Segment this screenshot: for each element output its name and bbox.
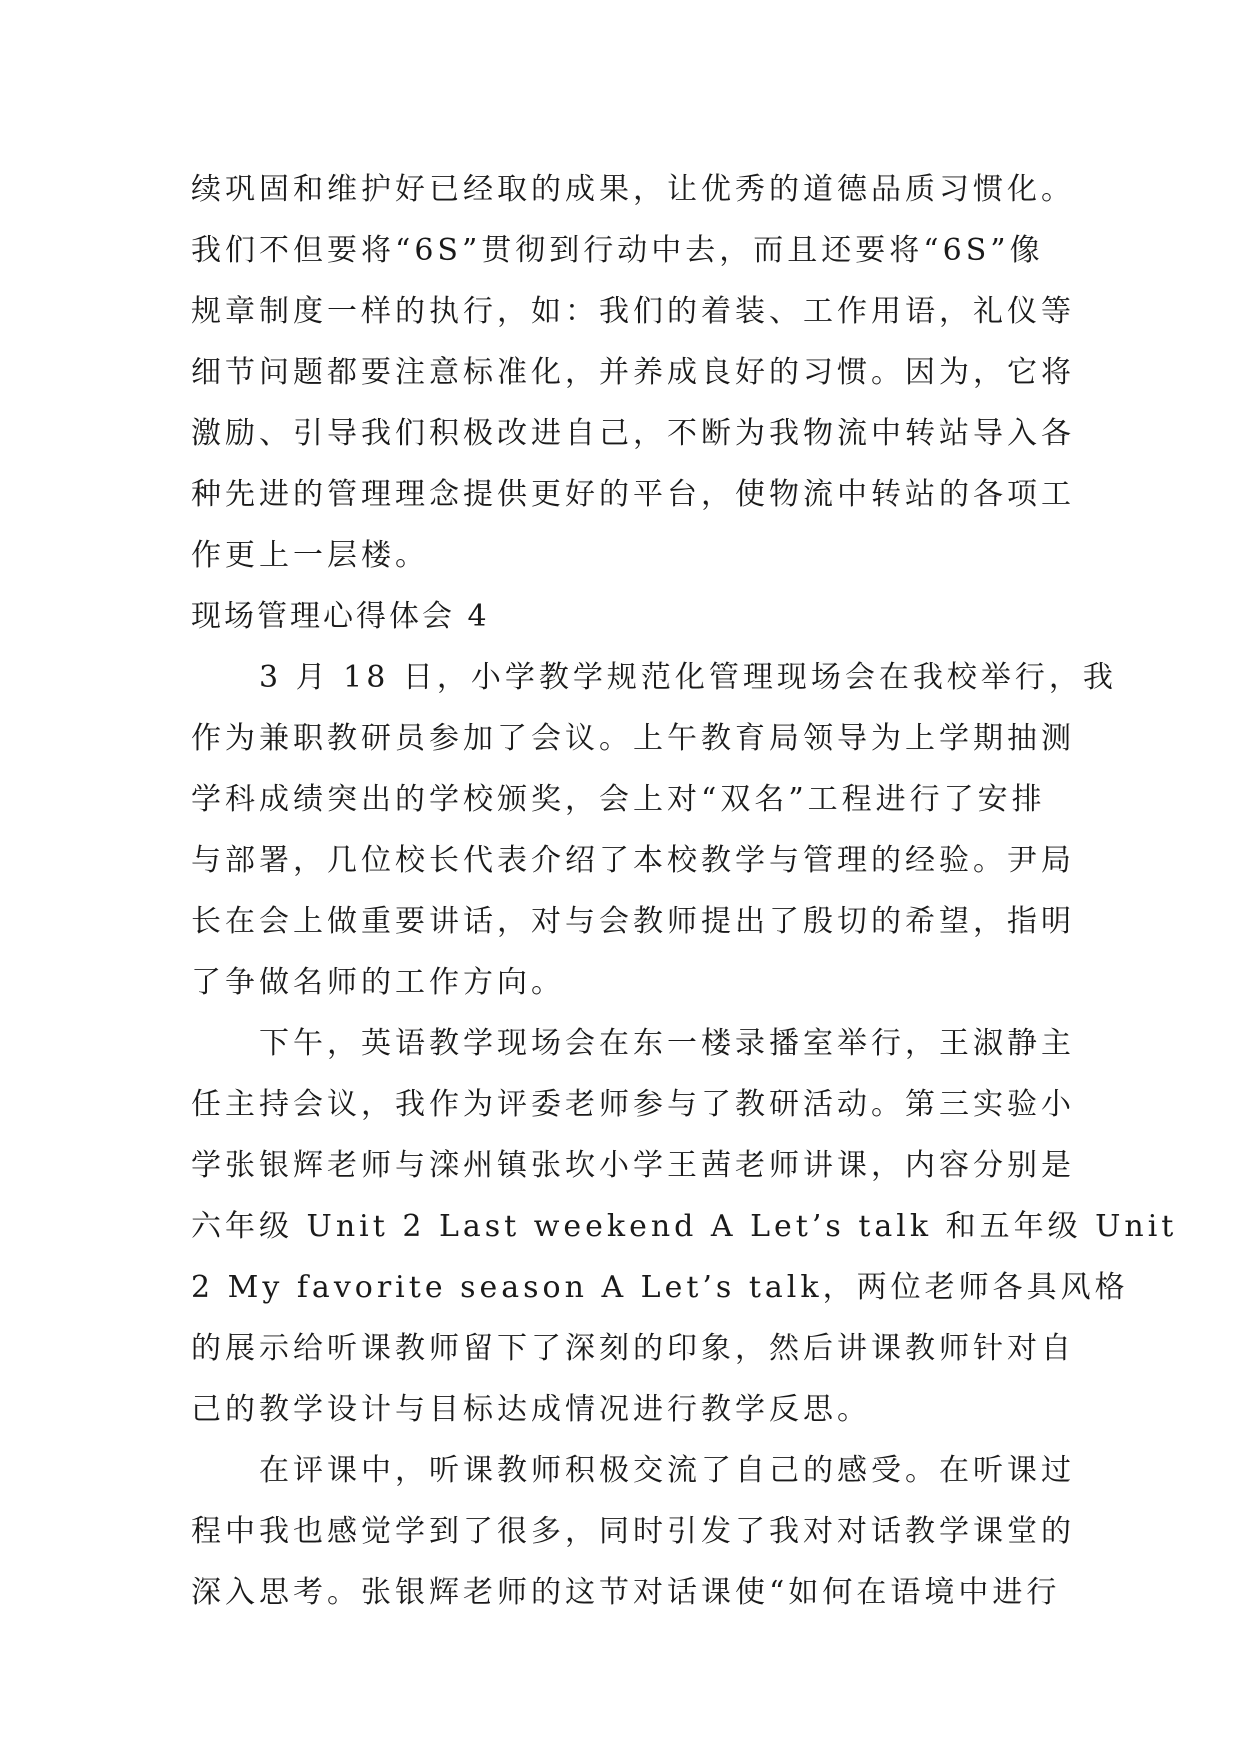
text-line: 长在会上做重要讲话，对与会教师提出了殷切的希望，指明 (191, 904, 1075, 939)
text-line: 作为兼职教研员参加了会议。上午教育局领导为上学期抽测 (191, 721, 1075, 756)
document-body (191, 159, 1178, 1623)
paragraph-first-line: 下午，英语教学现场会在东一楼录播室举行，王淑静主 (259, 1026, 1075, 1061)
text-line: 六年级 Unit 2 Last weekend A Let’s talk 和五年级 Unit (191, 1209, 1178, 1244)
section-heading: 现场管理心得体会 4 (191, 599, 490, 634)
text-line: 学科成绩突出的学校颁奖，会上对“双名”工程进行了安排 (191, 782, 1046, 817)
text-line: 我们不但要将“6S”贯彻到行动中去，而且还要将“6S”像 (191, 233, 1044, 268)
text-line: 程中我也感觉学到了很多，同时引发了我对对话教学课堂的 (191, 1514, 1075, 1549)
text-line: 己的教学设计与目标达成情况进行教学反思。 (191, 1392, 871, 1427)
text-line: 的展示给听课教师留下了深刻的印象，然后讲课教师针对自 (191, 1331, 1075, 1366)
text-line: 与部署，几位校长代表介绍了本校教学与管理的经验。尹局 (191, 843, 1075, 878)
text-line: 续巩固和维护好已经取的成果，让优秀的道德品质习惯化。 (191, 172, 1075, 207)
text-line: 种先进的管理理念提供更好的平台，使物流中转站的各项工 (191, 477, 1075, 512)
text-line: 作更上一层楼。 (191, 538, 429, 573)
paragraph-first-line: 在评课中，听课教师积极交流了自己的感受。在听课过 (259, 1453, 1075, 1488)
paragraph-first-line: 3 月 18 日，小学教学规范化管理现场会在我校举行，我 (259, 660, 1117, 695)
text-line: 细节问题都要注意标准化，并养成良好的习惯。因为，它将 (191, 355, 1075, 390)
text-line: 2 My favorite season A Let’s talk，两位老师各具风格 (191, 1270, 1129, 1305)
text-line: 了争做名师的工作方向。 (191, 965, 565, 1000)
text-line: 规章制度一样的执行，如：我们的着装、工作用语，礼仪等 (191, 294, 1075, 329)
text-line: 深入思考。张银辉老师的这节对话课使“如何在语境中进行 (191, 1575, 1061, 1610)
text-line: 学张银辉老师与滦州镇张坎小学王茜老师讲课，内容分别是 (191, 1148, 1075, 1183)
text-line: 任主持会议，我作为评委老师参与了教研活动。第三实验小 (191, 1087, 1075, 1122)
text-line: 激励、引导我们积极改进自己，不断为我物流中转站导入各 (191, 416, 1075, 451)
